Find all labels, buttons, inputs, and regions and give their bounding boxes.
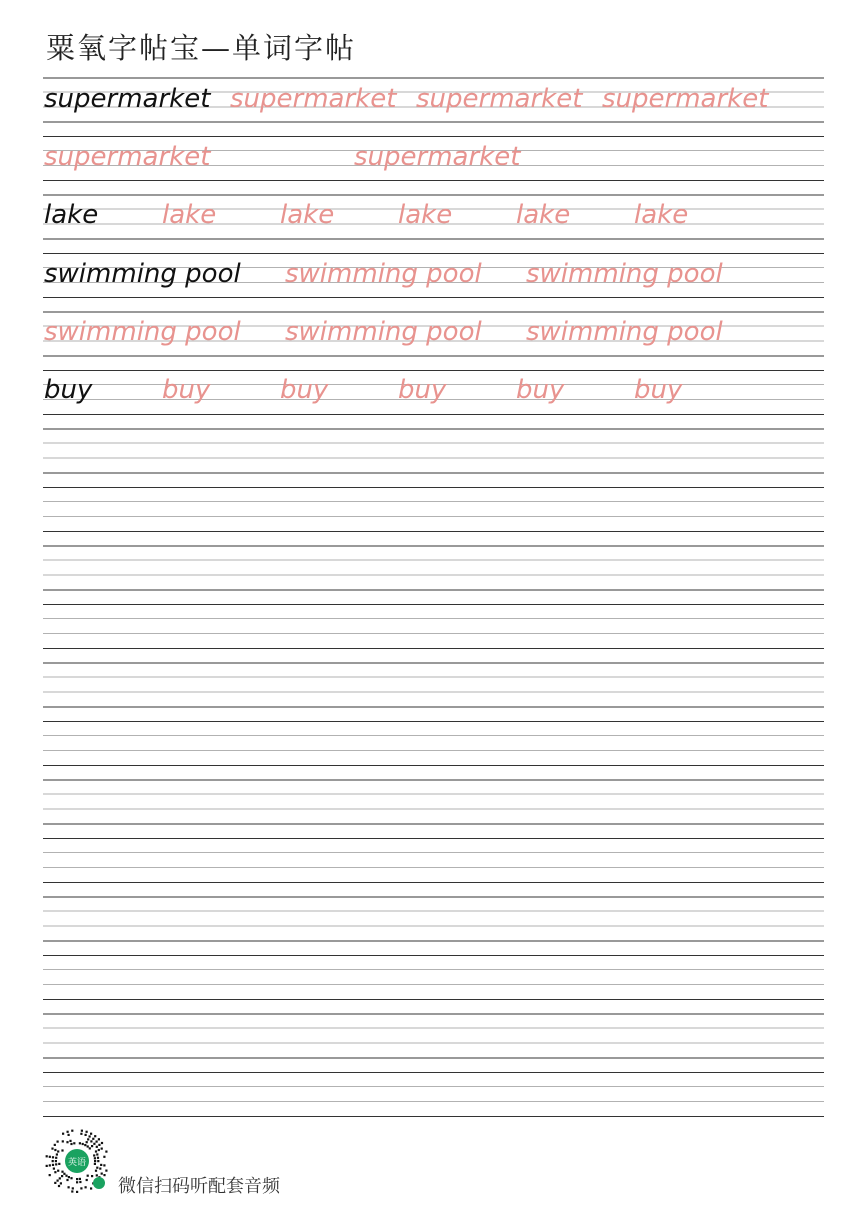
model-word: swimming pool (44, 259, 241, 289)
trace-word: lake (280, 200, 335, 230)
trace-word: supermarket (230, 84, 397, 114)
trace-word: buy (516, 375, 565, 405)
trace-word: swimming pool (44, 317, 241, 347)
trace-word: buy (398, 375, 447, 405)
trace-word: lake (516, 200, 571, 230)
trace-word: supermarket (354, 142, 521, 172)
trace-word: swimming pool (526, 259, 723, 289)
trace-word: buy (162, 375, 211, 405)
qr-code-icon[interactable] (42, 1127, 112, 1197)
trace-word: supermarket (416, 84, 583, 114)
model-word: buy (44, 375, 93, 405)
model-word: supermarket (44, 84, 211, 114)
trace-word: swimming pool (526, 317, 723, 347)
trace-word: lake (634, 200, 689, 230)
qr-badge-label: 英语 (67, 1158, 87, 1168)
trace-word: swimming pool (285, 317, 482, 347)
trace-word: lake (162, 200, 217, 230)
trace-word: buy (280, 375, 329, 405)
page-title: 粟氧字帖宝—单词字帖 (46, 31, 357, 65)
trace-word: swimming pool (285, 259, 482, 289)
scan-instruction: 微信扫码听配套音频 (118, 1176, 280, 1197)
qr-corner-badge-icon (93, 1177, 105, 1189)
trace-word: buy (634, 375, 683, 405)
trace-word: supermarket (44, 142, 211, 172)
model-word: lake (44, 200, 99, 230)
trace-word: lake (398, 200, 453, 230)
trace-word: supermarket (602, 84, 769, 114)
